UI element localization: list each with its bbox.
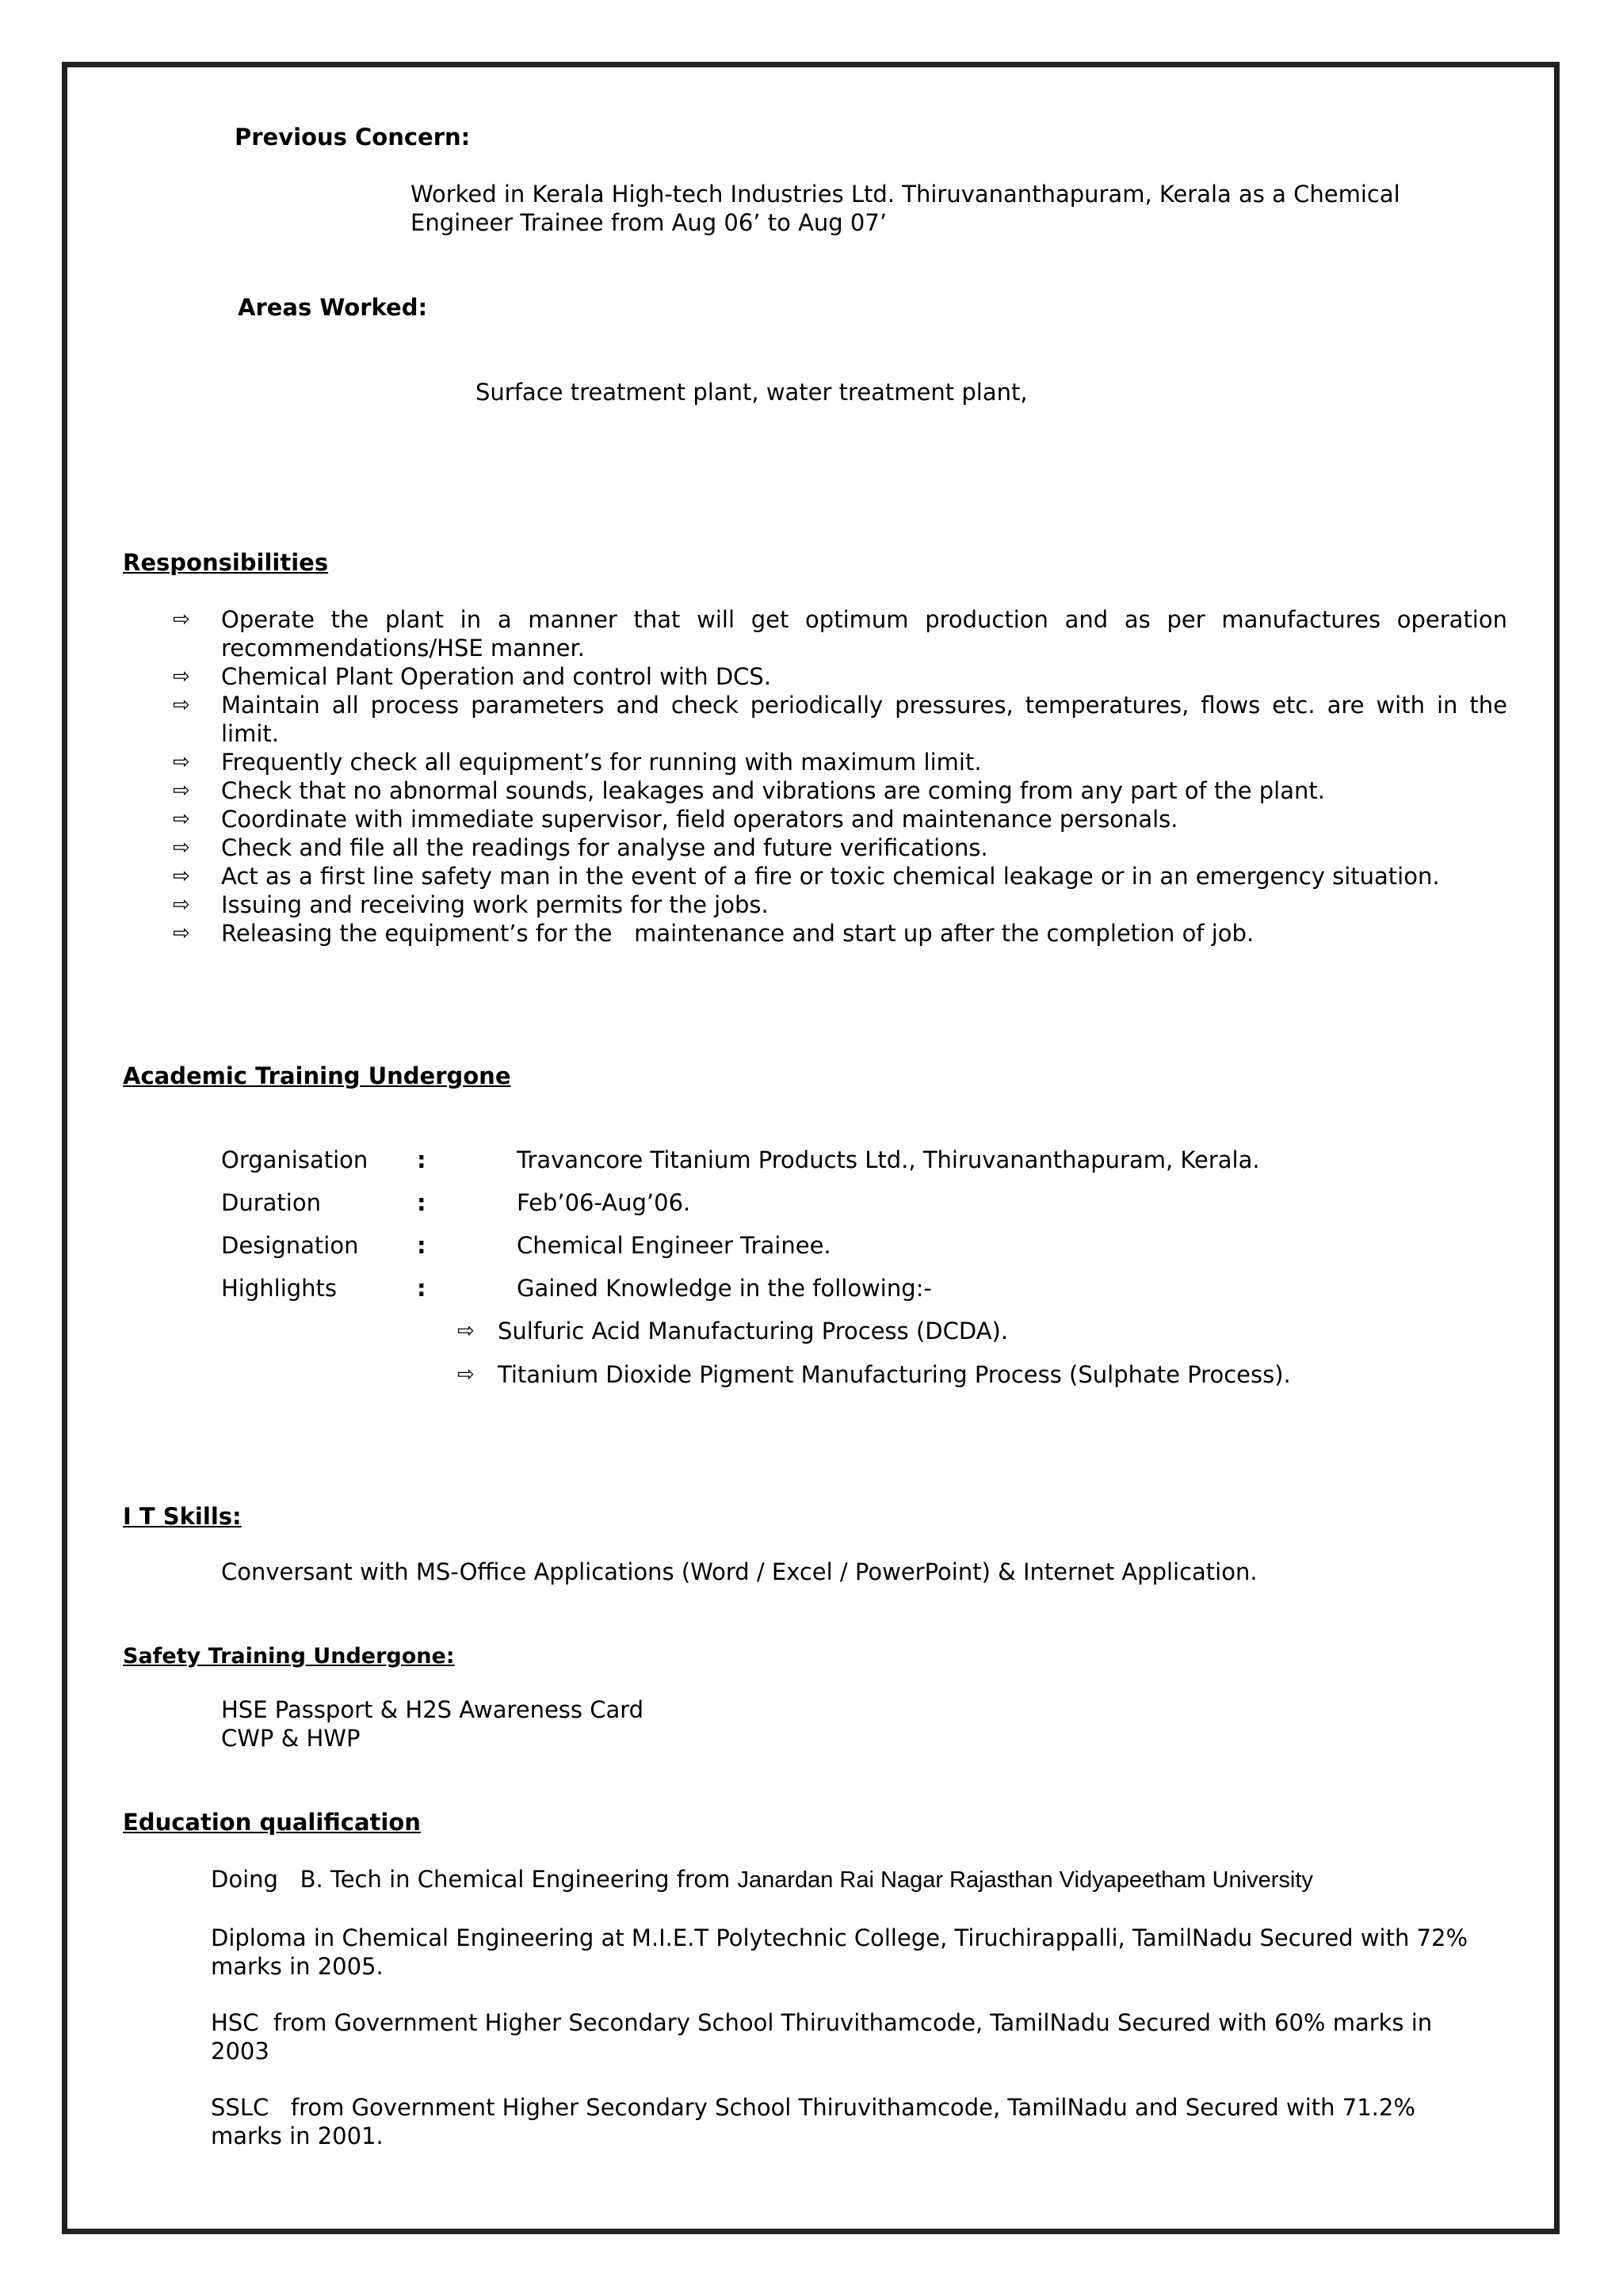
arrow-right-icon: ⇨ <box>173 921 190 945</box>
arrow-right-icon: ⇨ <box>173 864 190 888</box>
arrow-right-icon: ⇨ <box>173 807 190 831</box>
training-label-duration: Duration <box>221 1189 321 1216</box>
training-value-duration: Feb’06-Aug’06. <box>517 1189 691 1216</box>
areas-worked-text: Surface treatment plant, water treatment plant, <box>475 379 1028 406</box>
list-item: Act as a first line safety man in the event of a fire or toxic chemical leakage or in an emergency situation. <box>221 863 1440 890</box>
education-doing <box>211 1865 1313 1894</box>
education-sslc-line1: SSLC from Government Higher Secondary School Thiruvithamcode, TamilNadu and Secured with 71.2% <box>211 2094 1415 2121</box>
highlight-item: Sulfuric Acid Manufacturing Process (DCDA). <box>498 1318 1009 1344</box>
previous-concern-text-line1: Worked in Kerala High-tech Industries Ltd. Thiruvananthapuram, Kerala as a Chemical <box>411 181 1400 208</box>
education-heading: Education qualification <box>123 1809 421 1836</box>
areas-worked-label: Areas Worked: <box>238 294 428 321</box>
list-item: Frequently check all equipment’s for running with maximum limit. <box>221 749 982 776</box>
list-item: Releasing the equipment’s for the maintenance and start up after the completion of job. <box>221 920 1254 947</box>
arrow-right-icon: ⇨ <box>173 608 190 631</box>
list-item: Chemical Plant Operation and control with DCS. <box>221 663 772 690</box>
safety-training-line: HSE Passport & H2S Awareness Card <box>221 1696 644 1723</box>
training-value-highlights: Gained Knowledge in the following:- <box>517 1275 932 1302</box>
training-label-organisation: Organisation <box>221 1146 369 1173</box>
list-item: Issuing and receiving work permits for the jobs. <box>221 891 769 918</box>
arrow-right-icon: ⇨ <box>173 836 190 860</box>
list-item: Operate the plant in a manner that will get optimum production and as per manufactures operation recommendations/HSE manner. <box>221 606 1507 662</box>
training-value-organisation: Travancore Titanium Products Ltd., Thiruvananthapuram, Kerala. <box>517 1146 1260 1173</box>
arrow-right-icon: ⇨ <box>173 693 190 717</box>
education-doing-prefix: Doing B. Tech in Chemical Engineering from <box>211 1866 738 1893</box>
previous-concern-label: Previous Concern: <box>235 124 471 151</box>
arrow-right-icon: ⇨ <box>457 1319 475 1343</box>
responsibilities-heading: Responsibilities <box>123 549 329 576</box>
arrow-right-icon: ⇨ <box>457 1363 475 1386</box>
safety-training-heading: Safety Training Undergone: <box>123 1644 455 1669</box>
training-colon: : <box>417 1232 426 1259</box>
education-hsc-line2: 2003 <box>211 2038 269 2065</box>
arrow-right-icon: ⇨ <box>173 665 190 688</box>
it-skills-heading: I T Skills: <box>123 1503 242 1530</box>
it-skills-text: Conversant with MS-Office Applications (Word / Excel / PowerPoint) & Internet Application. <box>221 1558 1258 1585</box>
training-value-designation: Chemical Engineer Trainee. <box>517 1232 831 1259</box>
arrow-right-icon: ⇨ <box>173 750 190 774</box>
education-doing-university: Janardan Rai Nagar Rajasthan Vidyapeetham University <box>737 1867 1313 1893</box>
list-item: Maintain all process parameters and check periodically pressures, temperatures, flows etc. are with in the limit. <box>221 692 1507 747</box>
arrow-right-icon: ⇨ <box>173 893 190 917</box>
list-item: Check and file all the readings for analyse and future verifications. <box>221 834 988 861</box>
education-sslc-line2: marks in 2001. <box>211 2122 384 2149</box>
safety-training-line: CWP & HWP <box>221 1725 361 1752</box>
training-colon: : <box>417 1189 426 1216</box>
list-item: Check that no abnormal sounds, leakages and vibrations are coming from any part of the plant. <box>221 777 1325 804</box>
arrow-right-icon: ⇨ <box>173 779 190 803</box>
academic-training-heading: Academic Training Undergone <box>123 1062 511 1089</box>
education-diploma-line1: Diploma in Chemical Engineering at M.I.E.T Polytechnic College, Tiruchirappalli, TamilNadu Secured with 72% <box>211 1924 1468 1951</box>
previous-concern-text-line2: Engineer Trainee from Aug 06’ to Aug 07’ <box>411 209 888 236</box>
training-colon: : <box>417 1146 426 1173</box>
training-label-designation: Designation <box>221 1232 359 1259</box>
education-diploma-line2: marks in 2005. <box>211 1953 384 1980</box>
training-colon: : <box>417 1275 426 1302</box>
education-hsc-line1: HSC from Government Higher Secondary School Thiruvithamcode, TamilNadu Secured with 60% marks in <box>211 2009 1433 2036</box>
highlight-item: Titanium Dioxide Pigment Manufacturing Process (Sulphate Process). <box>498 1361 1291 1388</box>
list-item: Coordinate with immediate supervisor, field operators and maintenance personals. <box>221 806 1178 833</box>
training-label-highlights: Highlights <box>221 1275 338 1302</box>
